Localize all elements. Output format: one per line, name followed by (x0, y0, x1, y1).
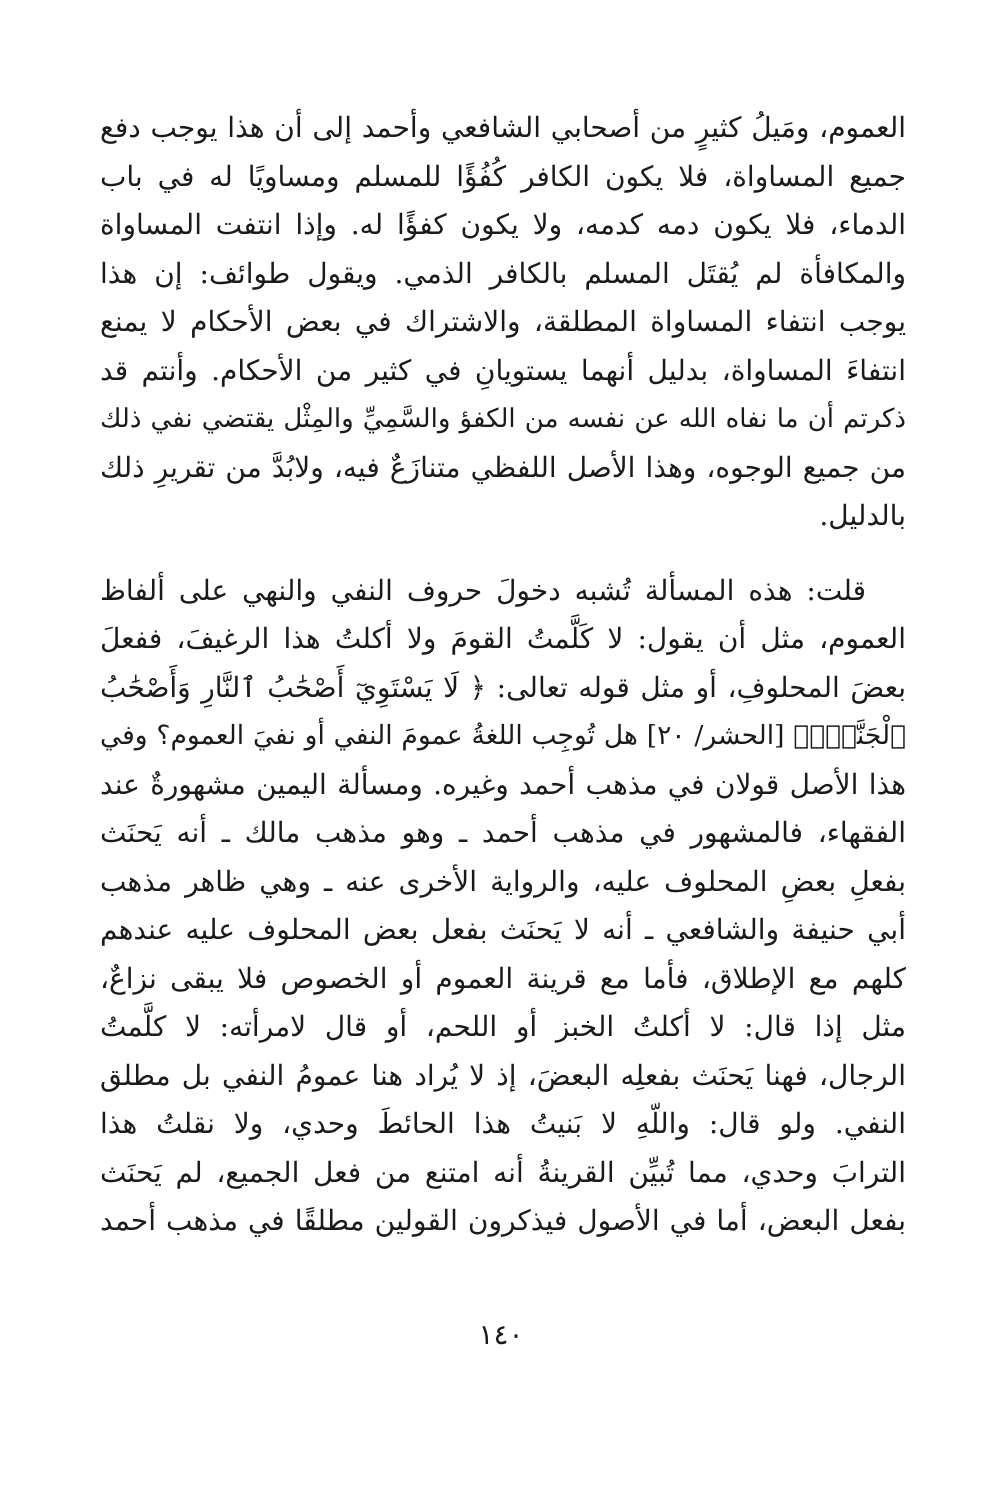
text-line: أبي حنيفة والشافعي ـ أنه لا يَحنَث بفعل بعض المحلوف عليه عندهم (100, 913, 906, 946)
text-line: بالدليل. (819, 499, 906, 532)
text-line: انتفاءَ المساواة، بدليل أنهما يستويانِ في كثير من الأحكام. وأنتم قد (100, 353, 906, 387)
text-line: والمكافأة لم يُقتَل المسلم بالكافر الذمي. ويقول طوائف: إن هذا (100, 256, 906, 290)
text-line: الترابَ وحدي، مما تُبيِّن القرينةُ أنه امتنع من فعل الجميع، لم يَحنَث (100, 1155, 906, 1189)
text-line: قلت: هذه المسألة تُشبه دخولَ حروف النفي والنهي على ألفاظ (100, 573, 866, 607)
text-line: بفعل البعض، أما في الأصول فيذكرون القولين مطلقًا في مذهب أحمد (100, 1204, 906, 1237)
text-line: بفعلِ بعضِ المحلوف عليه، والرواية الأخرى عنه ـ وهي ظاهر مذهب (100, 864, 906, 898)
quran-verse-line: بعضَ المحلوفِ، أو مثل قوله تعالى: ﴿ لَا يَسْتَوِيٓ أَصْحَٰبُ ٱلنَّارِ وَأَصْحَٰبُ (100, 670, 906, 704)
text-line: الدماء، فلا يكون دمه كدمه، ولا يكون كفؤًا له. وإذا انتفت المساواة (100, 208, 906, 241)
quran-verse-line: ٱلْجَنَّةِۚ﴾ [الحشر/ ٢٠] هل تُوجِب اللغةُ عمومَ النفي أو نفيَ العموم؟ وفي (100, 720, 906, 751)
text-line: الفقهاء، فالمشهور في مذهب أحمد ـ وهو مذهب مالك ـ أنه يَحنَث (100, 816, 906, 849)
text-line: جميع المساواة، فلا يكون الكافر كُفُؤًا للمسلم ومساويًا له في باب (100, 159, 906, 193)
paragraph-2 (100, 567, 906, 1246)
text-line: ذكرتم أن ما نفاه الله عن نفسه من الكفؤ والسَّمِيِّ والمِثْل يقتضي نفي ذلك (100, 404, 906, 434)
text-line: العموم، مثل أن يقول: لا كَلَّمتُ القومَ ولا أكلتُ هذا الرغيفَ، ففعلَ (100, 622, 906, 655)
paragraph-1 (100, 104, 906, 541)
text-line: كلهم مع الإطلاق، فأما مع قرينة العموم أو الخصوص فلا يبقى نزاعٌ، (100, 961, 906, 995)
page-body (100, 104, 906, 1246)
text-line: العموم، ومَيلُ كثيرٍ من أصحابي الشافعي وأحمد إلى أن هذا يوجب دفع (100, 111, 907, 144)
text-line: هذا الأصل قولان في مذهب أحمد وغيره. ومسألة اليمين مشهورةٌ عند (100, 767, 906, 801)
paragraph-spacer (100, 541, 906, 567)
text-line: من جميع الوجوه، وهذا الأصل اللفظي متنازَعٌ فيه، ولابُدَّ من تقريرِ ذلك (100, 450, 906, 484)
page-number: ١٤٠ (478, 1318, 524, 1351)
text-line: الرجال، فهنا يَحنَث بفعلِه البعضَ، إذ لا يُراد هنا عمومُ النفي بل مطلق (100, 1058, 906, 1092)
text-line: النفي. ولو قال: واللّهِ لا بَنيتُ هذا الحائطَ وحدي، ولا نقلتُ هذا (100, 1107, 906, 1140)
text-line: مثل إذا قال: لا أكلتُ الخبز أو اللحم، أو قال لامرأته: لا كلَّمتُ (100, 1010, 906, 1043)
text-line: يوجب انتفاء المساواة المطلقة، والاشتراك في بعض الأحكام لا يمنع (100, 305, 906, 338)
